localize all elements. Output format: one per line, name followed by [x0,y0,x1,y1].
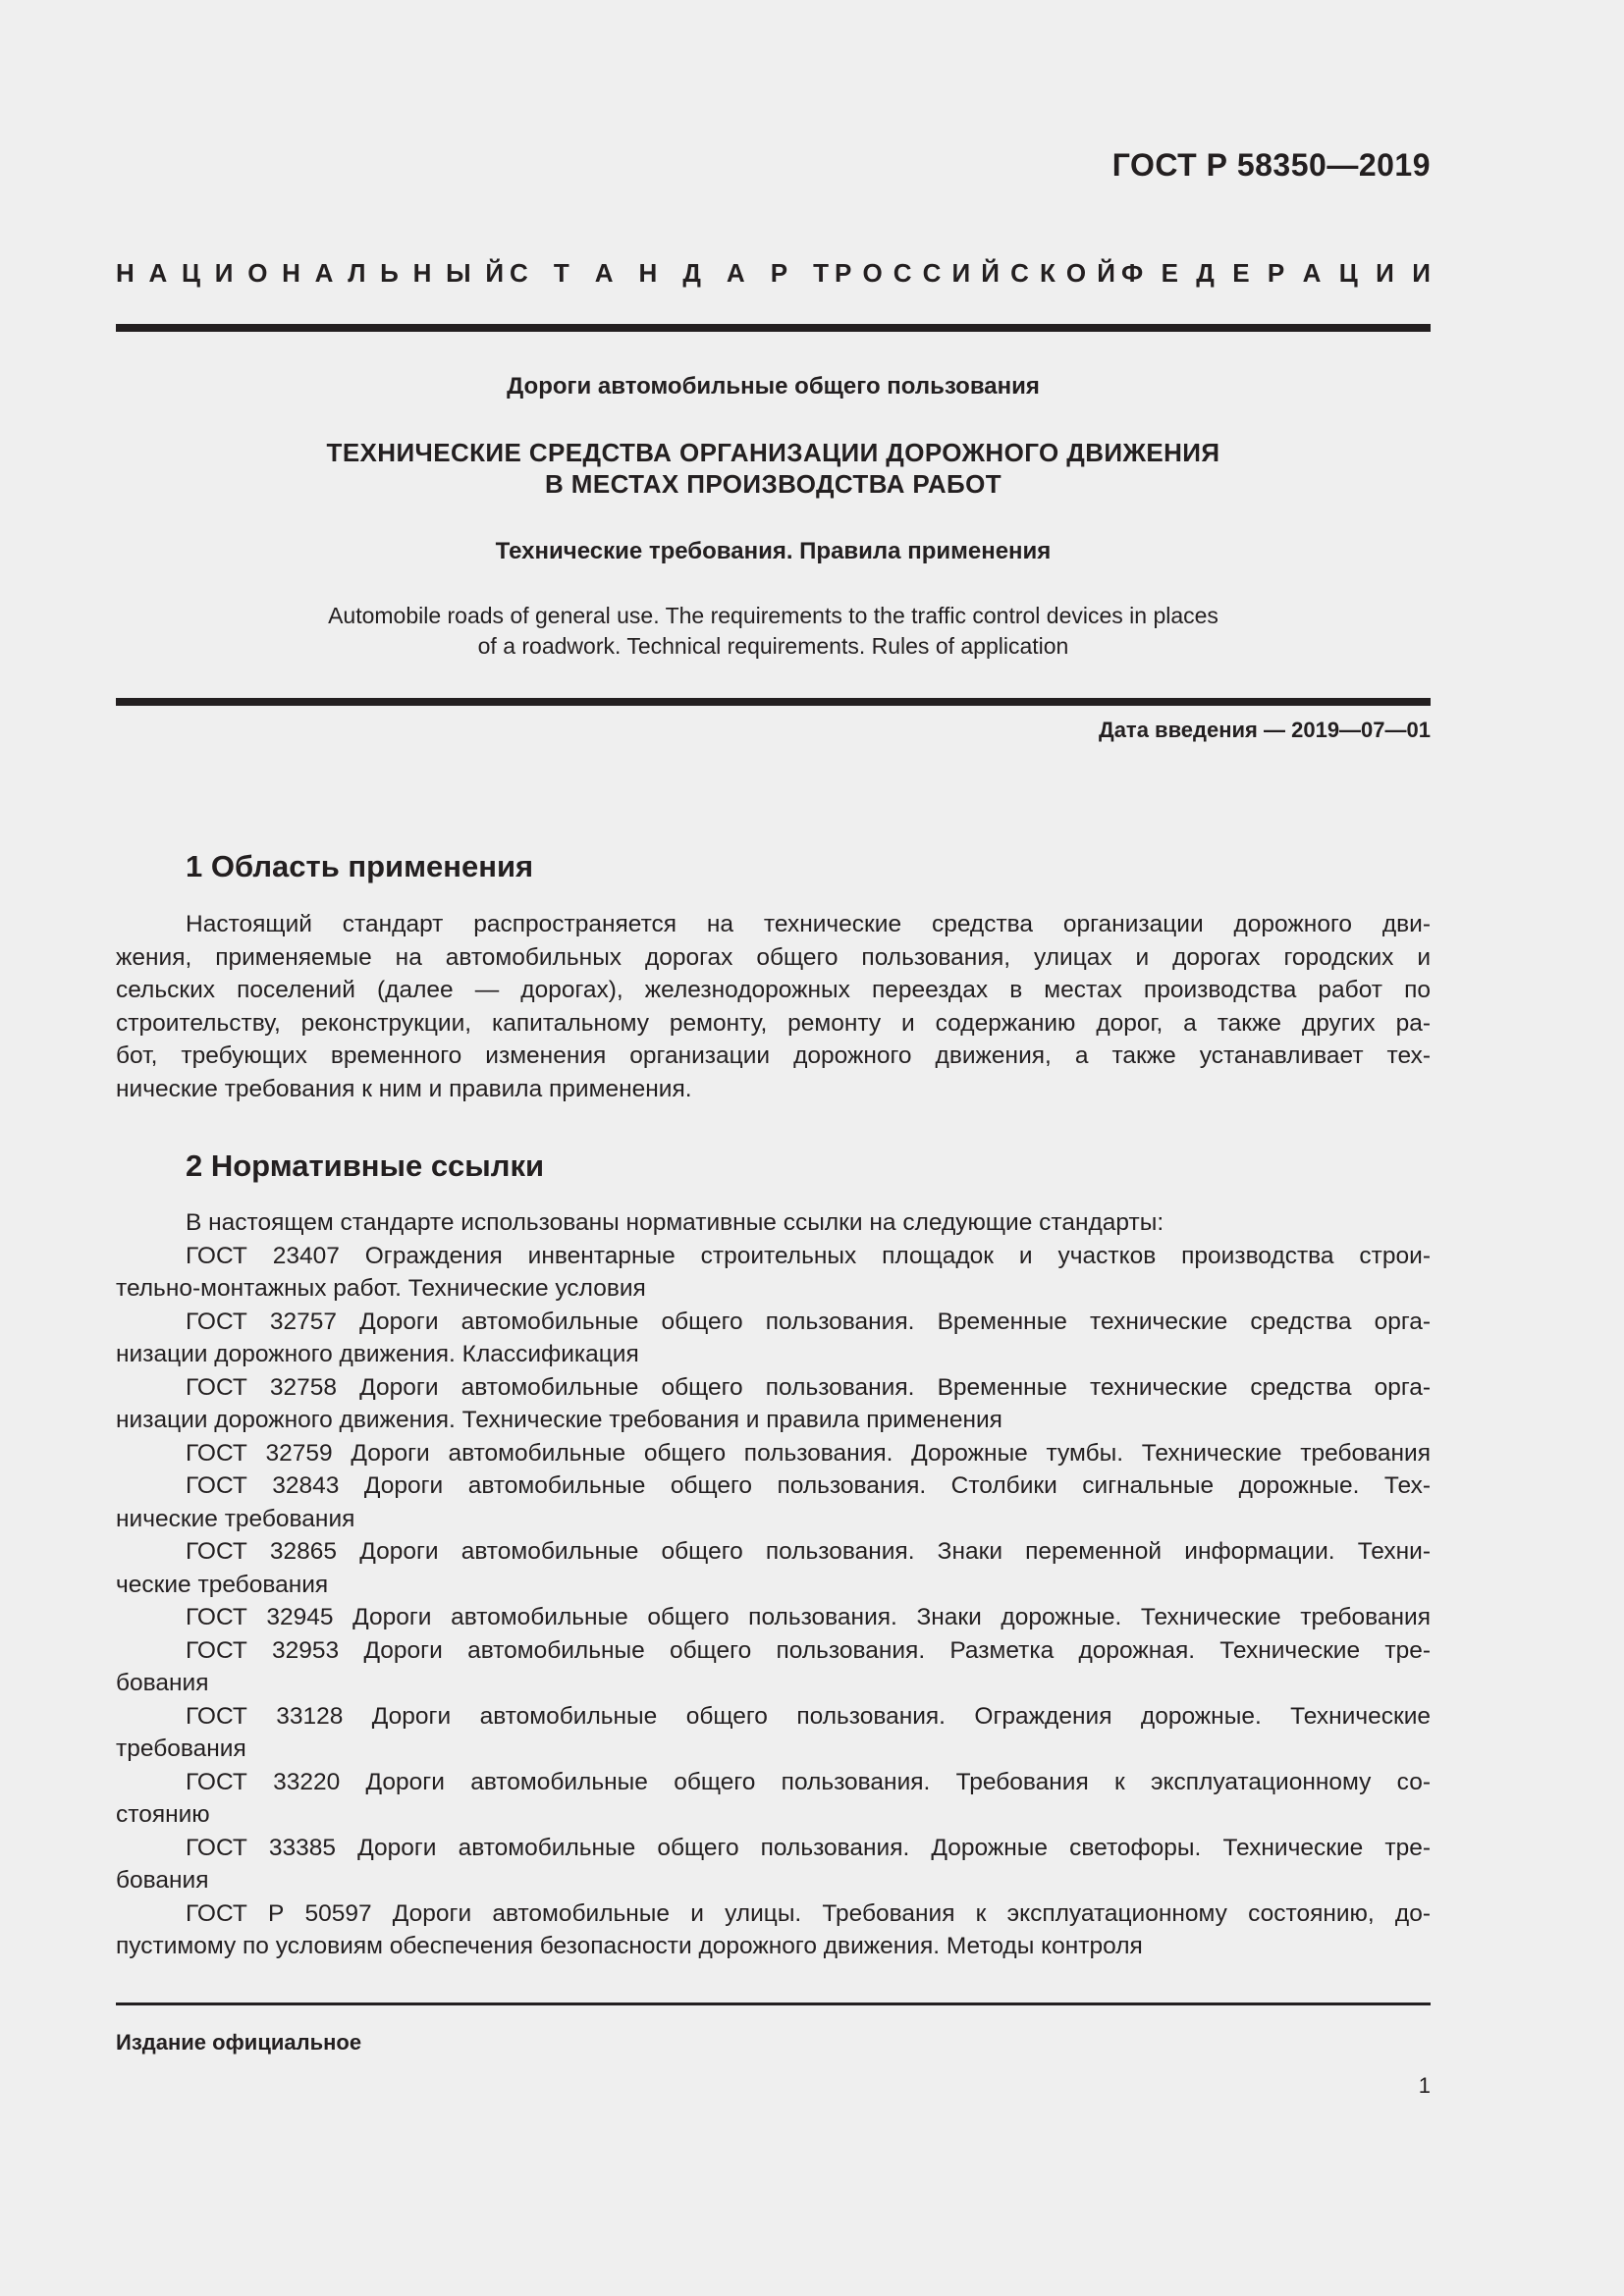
english-title-line-1: Automobile roads of general use. The requirements to the traffic control devices in places [328,603,1218,628]
spaced-word-standard: С Т А Н Д А Р Т [510,258,829,288]
paragraph-line: нические требования к ним и правила применения. [116,1075,692,1102]
reference-line: бования [116,1670,209,1696]
reference-line: ческие требования [116,1571,329,1598]
paragraph-line: В настоящем стандарте использованы нормативные ссылки на следующие стандарты: [186,1209,1164,1236]
paragraph-line: строительству, реконструкции, капитальному ремонту, ремонту и содержанию дорог, а также других ра- [116,1009,1431,1037]
reference-line: тельно-монтажных работ. Технические условия [116,1275,646,1302]
reference-line: ГОСТ 32758 Дороги автомобильные общего пользования. Временные технические средства орга- [186,1373,1431,1401]
national-standard-heading [116,258,1431,289]
document-number: ГОСТ Р 58350—2019 [1111,147,1431,183]
reference-line: ГОСТ 32843 Дороги автомобильные общего пользования. Столбики сигнальные дорожные. Тех- [186,1472,1431,1499]
top-divider [116,324,1431,332]
reference-line: ГОСТ 33128 Дороги автомобильные общего пользования. Ограждения дорожные. Технические [186,1702,1431,1730]
reference-line: пустимому по условиям обеспечения безопасности дорожного движения. Методы контроля [116,1933,1143,1959]
paragraph-line: сельских поселений (далее — дорогах), железнодорожных переездах в местах производства работ по [116,977,1431,1003]
document-subject: Дороги автомобильные общего пользования [507,373,1040,400]
reference-line: ГОСТ 23407 Ограждения инвентарные строительных площадок и участков производства строи- [186,1242,1431,1269]
paragraph-line: бот, требующих временного изменения организации дорожного движения, а также устанавливает тех- [116,1042,1431,1069]
spaced-word-national: Н А Ц И О Н А Л Ь Н Ы Й [116,258,504,288]
title-line-2: В МЕСТАХ ПРОИЗВОДСТВА РАБОТ [544,469,1002,499]
document-subtitle: Технические требования. Правила применения [495,538,1052,564]
reference-line: бования [116,1867,209,1894]
english-title [116,601,1431,662]
reference-line: ГОСТ Р 50597 Дороги автомобильные и улицы. Требования к эксплуатационному состоянию, до- [186,1899,1431,1927]
section-2-heading: 2 Нормативные ссылки [186,1148,545,1183]
official-edition-label: Издание официальное [116,2030,362,2055]
reference-line: ГОСТ 32865 Дороги автомобильные общего пользования. Знаки переменной информации. Техни- [186,1538,1431,1565]
title-line-1: ТЕХНИЧЕСКИЕ СРЕДСТВА ОРГАНИЗАЦИИ ДОРОЖНОГО ДВИЖЕНИЯ [326,438,1220,467]
reference-line: нические требования [116,1505,355,1532]
section-1-heading: 1 Область применения [186,849,534,883]
reference-line: низации дорожного движения. Классификация [116,1341,639,1367]
paragraph-line: Настоящий стандарт распространяется на технические средства организации дорожного дви- [186,911,1431,937]
page-number: 1 [1418,2073,1431,2098]
title-divider [116,698,1431,706]
reference-line: низации дорожного движения. Технические требования и правила применения [116,1407,1002,1433]
section-2-body [116,1206,1431,1963]
reference-line: требования [116,1735,246,1762]
english-title-line-2: of a roadwork. Technical requirements. Rules of application [477,633,1069,659]
reference-line: ГОСТ 33385 Дороги автомобильные общего пользования. Дорожные светофоры. Технические тре- [186,1834,1431,1861]
section-1-body [116,908,1431,1105]
spaced-word-federation: Ф Е Д Е Р А Ц И И [1121,258,1431,288]
reference-line: ГОСТ 32759 Дороги автомобильные общего пользования. Дорожные тумбы. Технические требования [186,1439,1431,1467]
reference-line: ГОСТ 32953 Дороги автомобильные общего пользования. Разметка дорожная. Технические тре- [186,1636,1431,1664]
document-title [116,437,1431,500]
footer-divider [116,2002,1431,2005]
reference-line: ГОСТ 32945 Дороги автомобильные общего пользования. Знаки дорожные. Технические требования [186,1604,1431,1630]
reference-line: ГОСТ 32757 Дороги автомобильные общего пользования. Временные технические средства орга- [186,1308,1431,1335]
introduction-date: Дата введения — 2019—07—01 [1099,718,1431,742]
reference-line: стоянию [116,1801,210,1828]
spaced-word-russian: Р О С С И Й С К О Й [835,258,1115,288]
reference-line: ГОСТ 33220 Дороги автомобильные общего пользования. Требования к эксплуатационному со- [186,1768,1431,1795]
paragraph-line: жения, применяемые на автомобильных дорогах общего пользования, улицах и дорогах городских и [116,943,1431,971]
